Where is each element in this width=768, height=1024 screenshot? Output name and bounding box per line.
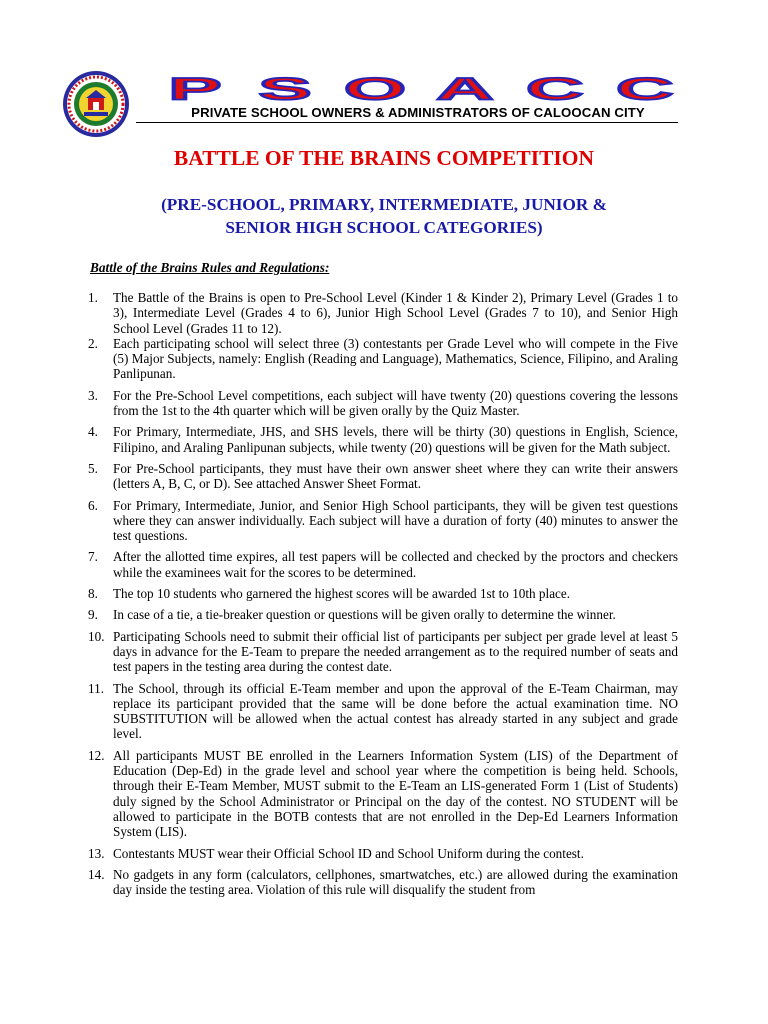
organization-name: PRIVATE SCHOOL OWNERS & ADMINISTRATORS OF CALOOCAN CITY [191,105,645,120]
rule-text: For Primary, Intermediate, JHS, and SHS levels, there will be thirty (30) questions in English, Science, Filipino, and Araling Panlipunan subjects, while twenty (20) questions will be given for the Math subject. [113,424,678,455]
rule-item [88,846,678,861]
rule-number: 10. [88,628,105,644]
rule-item [88,290,678,336]
rule-item [88,586,678,601]
rule-item [88,681,678,742]
rule-text: After the allotted time expires, all test papers will be collected and checked by the proctors and checkers while the examinees wait for the scores to be determined. [113,549,678,580]
psoacc-banner [150,72,690,106]
rule-text: For Primary, Intermediate, Junior, and Senior High School participants, they will be given test questions where they can answer individually. Each subject will have a duration of forty (40) minutes to answer the test questions. [113,497,678,544]
rule-item [88,388,678,419]
subtitle-line: SENIOR HIGH SCHOOL CATEGORIES) [225,218,543,237]
rule-item [88,461,678,492]
banner-letter: S [258,72,312,106]
rule-number: 11. [88,680,104,696]
rule-number: 1. [88,290,98,305]
rule-number: 4. [88,424,98,440]
rule-number: 12. [88,747,105,763]
rule-number: 5. [88,460,98,476]
rules-heading: Battle of the Brains Rules and Regulations: [90,260,330,275]
rule-item [88,549,678,580]
rule-item [88,867,678,898]
rule-item [88,629,678,675]
banner-letter: A [436,72,494,106]
rule-item [88,607,678,622]
rule-number: 3. [88,387,98,403]
rule-text: Each participating school will select three (3) contestants per Grade Level who will compete in the Five (5) Major Subjects, namely: English (Reading and Language), Mathematics, Science, Filipino, and Araling Panlipunan. [113,335,678,382]
rule-text: No gadgets in any form (calculators, cellphones, smartwatches, etc.) are allowed during the examination day inside the testing area. Violation of this rule will disqualify the student from [113,866,678,898]
banner-letter: C [616,72,674,106]
rule-text: In case of a tie, a tie-breaker question or questions will be given orally to determine the winner. [113,607,616,623]
banner-letter: C [526,72,584,106]
rule-text: The School, through its official E-Team member and upon the approval of the E-Team Chairman, may replace its participant provided that the same will be done before the actual examination time. NO SUBSTITUTION will be allowed when the actual contest has already started in any subject and grade level. [113,680,678,742]
subtitle-line: (PRE-SCHOOL, PRIMARY, INTERMEDIATE, JUNIOR & [161,195,607,214]
rule-text: For the Pre-School Level competitions, each subject will have twenty (20) questions covering the lessons from the 1st to the 4th quarter which will be given orally by the Quiz Master. [113,387,678,419]
rule-text: The Battle of the Brains is open to Pre-School Level (Kinder 1 & Kinder 2), Primary Level (Grades 1 to 3), Intermediate Level (Grades 4 to 6), Junior High School Level (Grades 7 to 10), and Senior High School Level (Grades 11 to 12). [113,290,678,336]
banner-letter: O [343,72,407,106]
rule-number: 13. [88,845,105,861]
rule-item [88,498,678,544]
rule-item [88,336,678,382]
rule-text: Participating Schools need to submit their official list of participants per subject per grade level at least 5 days in advance for the E-Team to prepare the needed arrangement as to the required number of seats and test papers in the testing area during the contest date. [113,628,678,675]
page-title: BATTLE OF THE BRAINS COMPETITION [173,146,595,170]
rule-text: Contestants MUST wear their Official School ID and School Uniform during the contest. [113,845,584,861]
rule-text: The top 10 students who garnered the highest scores will be awarded 1st to 10th place. [113,586,571,602]
rule-item [88,424,678,455]
banner-letter: P [168,72,222,106]
rule-item [88,748,678,840]
rule-text: For Pre-School participants, they must have their own answer sheet where they can write their answers (letters A, B, C, or D). See attached Answer Sheet Format. [113,460,678,492]
rule-number: 2. [88,335,98,351]
rule-number: 7. [88,549,98,565]
header-divider [136,122,678,123]
psoacc-seal-icon [62,70,130,138]
rule-number: 6. [88,497,98,513]
rule-number: 14. [88,866,105,882]
rule-number: 8. [88,586,98,602]
rules-list [88,290,678,903]
rule-number: 9. [88,607,98,623]
page-subtitle [90,193,678,239]
rule-text: All participants MUST BE enrolled in the Learners Information System (LIS) of the Department of Education (Dep-Ed) in the grade level and school year where the competition is being held. Schools, through their E-Team Member, MUST submit to the E-Team an LIS-generated Form 1 (List of Students) duly signed by the School Administrator or Principal on the day of the contest. NO STUDENT will be allowed to participate in the BOTB contests that are not enrolled in the Dep-Ed Learners Information System (LIS). [113,747,678,840]
